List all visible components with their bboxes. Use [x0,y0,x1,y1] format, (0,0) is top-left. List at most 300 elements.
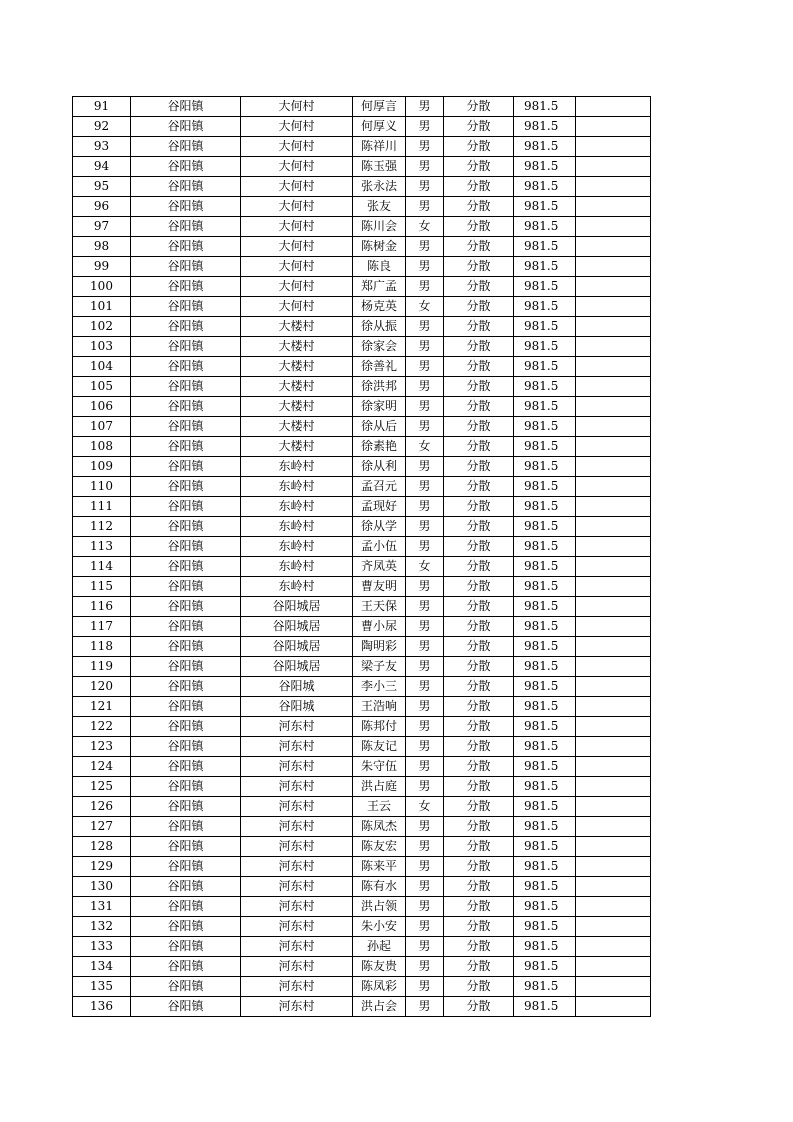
village-cell: 东岭村 [241,457,353,477]
remark-cell [576,617,651,637]
row-number-cell: 133 [73,937,131,957]
village-cell: 河东村 [241,997,353,1017]
village-cell: 东岭村 [241,477,353,497]
village-cell: 大楼村 [241,357,353,377]
row-number-cell: 92 [73,117,131,137]
town-cell: 谷阳镇 [131,697,241,717]
table-row [73,497,651,517]
amount-cell: 981.5 [514,417,576,437]
support-type-cell: 分散 [444,297,514,317]
village-cell: 河东村 [241,957,353,977]
table-row [73,717,651,737]
amount-cell: 981.5 [514,317,576,337]
town-cell: 谷阳镇 [131,157,241,177]
village-cell: 河东村 [241,917,353,937]
gender-cell: 男 [406,457,444,477]
row-number-cell: 106 [73,397,131,417]
town-cell: 谷阳镇 [131,517,241,537]
amount-cell: 981.5 [514,597,576,617]
remark-cell [576,577,651,597]
table-row [73,577,651,597]
remark-cell [576,997,651,1017]
village-cell: 谷阳城 [241,697,353,717]
name-cell: 徐家明 [353,397,406,417]
name-cell: 陈良 [353,257,406,277]
gender-cell: 男 [406,177,444,197]
row-number-cell: 101 [73,297,131,317]
row-number-cell: 121 [73,697,131,717]
town-cell: 谷阳镇 [131,437,241,457]
remark-cell [576,157,651,177]
name-cell: 徐从利 [353,457,406,477]
name-cell: 孟小伍 [353,537,406,557]
name-cell: 梁子友 [353,657,406,677]
amount-cell: 981.5 [514,97,576,117]
town-cell: 谷阳镇 [131,257,241,277]
row-number-cell: 122 [73,717,131,737]
name-cell: 朱守伍 [353,757,406,777]
row-number-cell: 113 [73,537,131,557]
village-cell: 大何村 [241,277,353,297]
table-row [73,737,651,757]
gender-cell: 男 [406,157,444,177]
gender-cell: 男 [406,937,444,957]
table-row [73,857,651,877]
town-cell: 谷阳镇 [131,297,241,317]
gender-cell: 男 [406,737,444,757]
row-number-cell: 136 [73,997,131,1017]
village-cell: 东岭村 [241,557,353,577]
table-row [73,917,651,937]
name-cell: 洪占会 [353,997,406,1017]
gender-cell: 男 [406,697,444,717]
support-type-cell: 分散 [444,777,514,797]
remark-cell [576,117,651,137]
remark-cell [576,217,651,237]
support-type-cell: 分散 [444,437,514,457]
row-number-cell: 114 [73,557,131,577]
town-cell: 谷阳镇 [131,177,241,197]
name-cell: 张友 [353,197,406,217]
name-cell: 朱小安 [353,917,406,937]
row-number-cell: 119 [73,657,131,677]
support-type-cell: 分散 [444,377,514,397]
row-number-cell: 134 [73,957,131,977]
support-type-cell: 分散 [444,657,514,677]
row-number-cell: 130 [73,877,131,897]
town-cell: 谷阳镇 [131,217,241,237]
table-row [73,937,651,957]
row-number-cell: 98 [73,237,131,257]
village-cell: 大何村 [241,97,353,117]
gender-cell: 男 [406,417,444,437]
table-row [73,677,651,697]
support-type-cell: 分散 [444,257,514,277]
name-cell: 陈有水 [353,877,406,897]
amount-cell: 981.5 [514,757,576,777]
name-cell: 陈来平 [353,857,406,877]
row-number-cell: 104 [73,357,131,377]
table-row [73,337,651,357]
remark-cell [576,917,651,937]
gender-cell: 女 [406,437,444,457]
name-cell: 张永法 [353,177,406,197]
name-cell: 何厚言 [353,97,406,117]
village-cell: 东岭村 [241,497,353,517]
table-row [73,137,651,157]
remark-cell [576,937,651,957]
village-cell: 大何村 [241,297,353,317]
town-cell: 谷阳镇 [131,197,241,217]
name-cell: 李小三 [353,677,406,697]
table-row [73,97,651,117]
amount-cell: 981.5 [514,157,576,177]
remark-cell [576,877,651,897]
table-row [73,757,651,777]
village-cell: 谷阳城居 [241,637,353,657]
table-row [73,697,651,717]
village-cell: 河东村 [241,877,353,897]
town-cell: 谷阳镇 [131,637,241,657]
town-cell: 谷阳镇 [131,977,241,997]
name-cell: 王云 [353,797,406,817]
support-type-cell: 分散 [444,957,514,977]
table-row [73,417,651,437]
support-type-cell: 分散 [444,757,514,777]
name-cell: 曹友明 [353,577,406,597]
row-number-cell: 93 [73,137,131,157]
remark-cell [576,597,651,617]
row-number-cell: 115 [73,577,131,597]
amount-cell: 981.5 [514,337,576,357]
amount-cell: 981.5 [514,537,576,557]
town-cell: 谷阳镇 [131,337,241,357]
support-type-cell: 分散 [444,457,514,477]
support-type-cell: 分散 [444,117,514,137]
gender-cell: 男 [406,377,444,397]
name-cell: 王浩响 [353,697,406,717]
remark-cell [576,717,651,737]
name-cell: 洪占领 [353,897,406,917]
name-cell: 陈凤杰 [353,817,406,837]
village-cell: 大何村 [241,237,353,257]
village-cell: 大何村 [241,137,353,157]
support-type-cell: 分散 [444,837,514,857]
village-cell: 大楼村 [241,437,353,457]
village-cell: 河东村 [241,837,353,857]
gender-cell: 男 [406,677,444,697]
row-number-cell: 131 [73,897,131,917]
table-row [73,217,651,237]
village-cell: 河东村 [241,817,353,837]
town-cell: 谷阳镇 [131,677,241,697]
name-cell: 徐从振 [353,317,406,337]
support-type-cell: 分散 [444,137,514,157]
remark-cell [576,337,651,357]
support-type-cell: 分散 [444,517,514,537]
amount-cell: 981.5 [514,937,576,957]
village-cell: 河东村 [241,857,353,877]
remark-cell [576,477,651,497]
name-cell: 陈友记 [353,737,406,757]
town-cell: 谷阳镇 [131,377,241,397]
village-cell: 河东村 [241,937,353,957]
table-row [73,957,651,977]
row-number-cell: 91 [73,97,131,117]
name-cell: 何厚义 [353,117,406,137]
amount-cell: 981.5 [514,817,576,837]
table-row [73,797,651,817]
village-cell: 河东村 [241,757,353,777]
row-number-cell: 105 [73,377,131,397]
gender-cell: 男 [406,137,444,157]
amount-cell: 981.5 [514,377,576,397]
amount-cell: 981.5 [514,117,576,137]
name-cell: 郑广孟 [353,277,406,297]
gender-cell: 男 [406,657,444,677]
village-cell: 大楼村 [241,377,353,397]
town-cell: 谷阳镇 [131,537,241,557]
gender-cell: 男 [406,497,444,517]
gender-cell: 男 [406,597,444,617]
gender-cell: 男 [406,317,444,337]
name-cell: 陈友宏 [353,837,406,857]
remark-cell [576,457,651,477]
row-number-cell: 100 [73,277,131,297]
gender-cell: 女 [406,557,444,577]
remark-cell [576,397,651,417]
table-row [73,477,651,497]
support-type-cell: 分散 [444,477,514,497]
table-row [73,597,651,617]
support-type-cell: 分散 [444,617,514,637]
gender-cell: 男 [406,117,444,137]
amount-cell: 981.5 [514,177,576,197]
town-cell: 谷阳镇 [131,617,241,637]
remark-cell [576,737,651,757]
gender-cell: 男 [406,577,444,597]
support-type-cell: 分散 [444,177,514,197]
row-number-cell: 95 [73,177,131,197]
row-number-cell: 116 [73,597,131,617]
village-cell: 大楼村 [241,397,353,417]
row-number-cell: 94 [73,157,131,177]
name-cell: 陈凤彩 [353,977,406,997]
town-cell: 谷阳镇 [131,857,241,877]
amount-cell: 981.5 [514,637,576,657]
gender-cell: 男 [406,617,444,637]
row-number-cell: 108 [73,437,131,457]
amount-cell: 981.5 [514,277,576,297]
remark-cell [576,377,651,397]
row-number-cell: 120 [73,677,131,697]
amount-cell: 981.5 [514,877,576,897]
row-number-cell: 128 [73,837,131,857]
gender-cell: 女 [406,797,444,817]
amount-cell: 981.5 [514,517,576,537]
amount-cell: 981.5 [514,257,576,277]
name-cell: 曹小尿 [353,617,406,637]
remark-cell [576,417,651,437]
support-type-cell: 分散 [444,337,514,357]
support-type-cell: 分散 [444,357,514,377]
table-row [73,517,651,537]
row-number-cell: 102 [73,317,131,337]
support-type-cell: 分散 [444,597,514,617]
table-row [73,357,651,377]
table-row [73,317,651,337]
name-cell: 陈祥川 [353,137,406,157]
support-type-cell: 分散 [444,317,514,337]
gender-cell: 男 [406,337,444,357]
remark-cell [576,137,651,157]
remark-cell [576,497,651,517]
remark-cell [576,277,651,297]
amount-cell: 981.5 [514,857,576,877]
remark-cell [576,757,651,777]
table-row [73,457,651,477]
village-cell: 大何村 [241,177,353,197]
remark-cell [576,317,651,337]
amount-cell: 981.5 [514,357,576,377]
table-row [73,617,651,637]
support-type-cell: 分散 [444,817,514,837]
village-cell: 谷阳城居 [241,597,353,617]
town-cell: 谷阳镇 [131,837,241,857]
row-number-cell: 111 [73,497,131,517]
gender-cell: 男 [406,917,444,937]
row-number-cell: 125 [73,777,131,797]
table-row [73,997,651,1017]
table-row [73,177,651,197]
gender-cell: 男 [406,877,444,897]
support-type-cell: 分散 [444,897,514,917]
town-cell: 谷阳镇 [131,137,241,157]
village-cell: 大楼村 [241,337,353,357]
support-type-cell: 分散 [444,977,514,997]
remark-cell [576,797,651,817]
town-cell: 谷阳镇 [131,357,241,377]
amount-cell: 981.5 [514,697,576,717]
table-row [73,777,651,797]
remark-cell [576,437,651,457]
village-cell: 大何村 [241,257,353,277]
amount-cell: 981.5 [514,677,576,697]
amount-cell: 981.5 [514,197,576,217]
table-row [73,277,651,297]
support-type-cell: 分散 [444,197,514,217]
village-cell: 东岭村 [241,577,353,597]
village-cell: 谷阳城居 [241,657,353,677]
row-number-cell: 135 [73,977,131,997]
support-type-cell: 分散 [444,997,514,1017]
amount-cell: 981.5 [514,717,576,737]
name-cell: 陈玉强 [353,157,406,177]
support-type-cell: 分散 [444,557,514,577]
name-cell: 洪占庭 [353,777,406,797]
gender-cell: 男 [406,97,444,117]
amount-cell: 981.5 [514,457,576,477]
remark-cell [576,817,651,837]
support-type-cell: 分散 [444,497,514,517]
row-number-cell: 124 [73,757,131,777]
support-type-cell: 分散 [444,277,514,297]
name-cell: 杨克英 [353,297,406,317]
row-number-cell: 97 [73,217,131,237]
remark-cell [576,197,651,217]
table-body [73,97,651,1017]
town-cell: 谷阳镇 [131,397,241,417]
town-cell: 谷阳镇 [131,497,241,517]
town-cell: 谷阳镇 [131,797,241,817]
village-cell: 大何村 [241,117,353,137]
village-cell: 大楼村 [241,317,353,337]
town-cell: 谷阳镇 [131,577,241,597]
town-cell: 谷阳镇 [131,657,241,677]
amount-cell: 981.5 [514,897,576,917]
row-number-cell: 129 [73,857,131,877]
row-number-cell: 117 [73,617,131,637]
village-cell: 河东村 [241,797,353,817]
town-cell: 谷阳镇 [131,457,241,477]
name-cell: 陈树金 [353,237,406,257]
village-cell: 河东村 [241,737,353,757]
gender-cell: 男 [406,397,444,417]
name-cell: 徐从后 [353,417,406,437]
name-cell: 徐善礼 [353,357,406,377]
town-cell: 谷阳镇 [131,897,241,917]
town-cell: 谷阳镇 [131,477,241,497]
amount-cell: 981.5 [514,917,576,937]
amount-cell: 981.5 [514,617,576,637]
town-cell: 谷阳镇 [131,877,241,897]
table-row [73,817,651,837]
village-cell: 河东村 [241,897,353,917]
town-cell: 谷阳镇 [131,417,241,437]
amount-cell: 981.5 [514,497,576,517]
support-type-cell: 分散 [444,797,514,817]
remark-cell [576,957,651,977]
table-row [73,837,651,857]
table-row [73,897,651,917]
row-number-cell: 126 [73,797,131,817]
town-cell: 谷阳镇 [131,817,241,837]
support-type-cell: 分散 [444,537,514,557]
remark-cell [576,237,651,257]
town-cell: 谷阳镇 [131,317,241,337]
name-cell: 陶明彩 [353,637,406,657]
table-row [73,637,651,657]
table-row [73,537,651,557]
gender-cell: 男 [406,997,444,1017]
remark-cell [576,837,651,857]
table-row [73,197,651,217]
table-row [73,237,651,257]
amount-cell: 981.5 [514,217,576,237]
name-cell: 孙起 [353,937,406,957]
remark-cell [576,677,651,697]
village-cell: 谷阳城居 [241,617,353,637]
name-cell: 孟召元 [353,477,406,497]
support-type-cell: 分散 [444,737,514,757]
town-cell: 谷阳镇 [131,237,241,257]
row-number-cell: 103 [73,337,131,357]
gender-cell: 男 [406,357,444,377]
amount-cell: 981.5 [514,777,576,797]
remark-cell [576,357,651,377]
amount-cell: 981.5 [514,437,576,457]
gender-cell: 男 [406,517,444,537]
